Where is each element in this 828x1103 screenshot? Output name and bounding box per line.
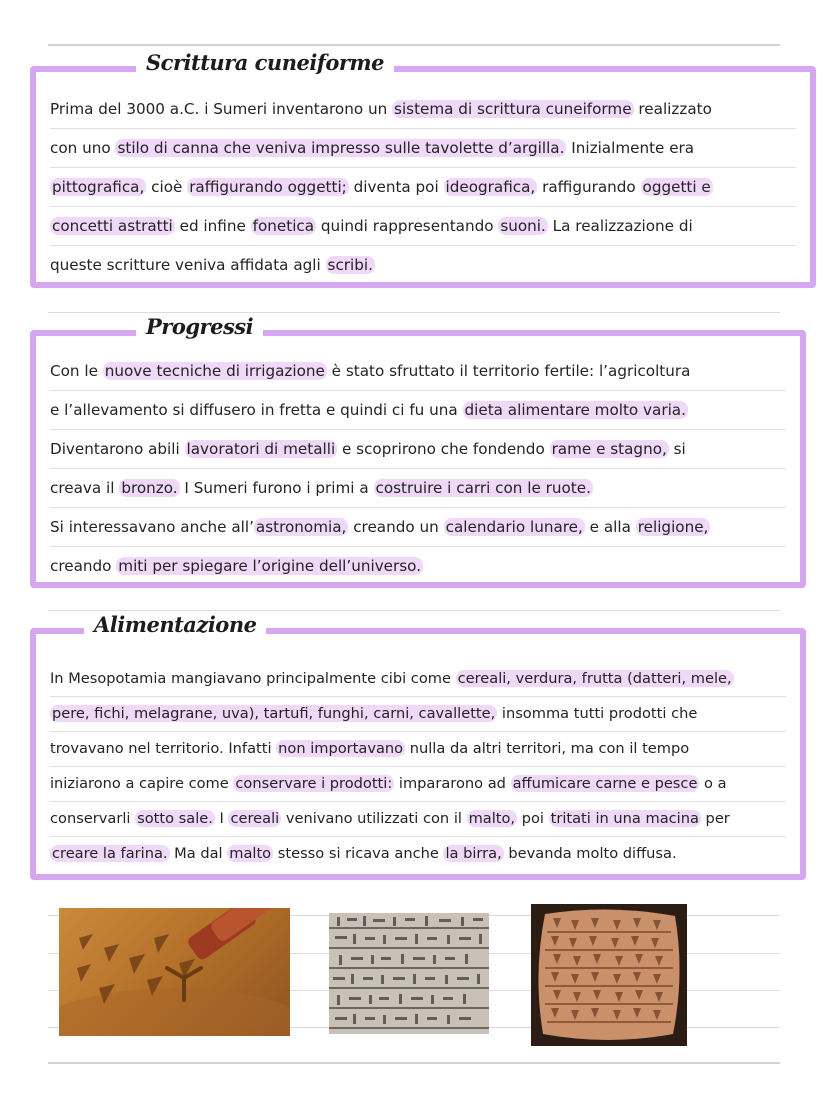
text-line bbox=[50, 837, 786, 872]
text-line bbox=[50, 207, 796, 246]
text-run: si bbox=[668, 440, 686, 458]
text-run: insomma tutti prodotti che bbox=[497, 705, 698, 722]
text-run: creando un bbox=[348, 518, 444, 536]
text-run: iniziarono a capire come bbox=[50, 775, 234, 792]
highlighted-text: dieta alimentare molto varia. bbox=[464, 401, 686, 419]
text-run: I Sumeri furono i primi a bbox=[179, 479, 374, 497]
stylus-on-clay-photo bbox=[59, 908, 290, 1036]
text-run: con uno bbox=[50, 139, 116, 157]
text-run: Con le bbox=[50, 362, 103, 380]
text-line bbox=[50, 767, 786, 802]
highlighted-text: astronomia, bbox=[255, 518, 347, 536]
highlighted-text: stilo di canna che veniva impresso sulle tavolette d’argilla. bbox=[117, 139, 565, 157]
highlighted-text: cereali bbox=[230, 810, 280, 827]
section-body bbox=[50, 662, 786, 872]
text-run: realizzato bbox=[633, 100, 712, 118]
highlighted-text: bronzo. bbox=[121, 479, 178, 497]
page-rule bbox=[48, 1062, 780, 1064]
text-run: La realizzazione di bbox=[547, 217, 693, 235]
text-run: bevanda molto diffusa. bbox=[503, 845, 677, 862]
text-line bbox=[50, 697, 786, 732]
text-run: conservarli bbox=[50, 810, 136, 827]
highlighted-text: nuove tecniche di irrigazione bbox=[104, 362, 325, 380]
highlighted-text: affumicare carne e pesce bbox=[512, 775, 698, 792]
text-run: ed infine bbox=[174, 217, 251, 235]
highlighted-text: ideografica, bbox=[445, 178, 536, 196]
highlighted-text: conservare i prodotti: bbox=[235, 775, 393, 792]
highlighted-text: sotto sale. bbox=[137, 810, 213, 827]
page-rule bbox=[48, 44, 780, 46]
text-run: queste scritture veniva affidata agli bbox=[50, 256, 326, 274]
text-run: Ma dal bbox=[169, 845, 228, 862]
highlighted-text: sistema di scrittura cuneiforme bbox=[394, 100, 632, 118]
highlighted-text: la birra, bbox=[445, 845, 502, 862]
text-run: In Mesopotamia mangiavano principalmente cibi come bbox=[50, 670, 456, 687]
text-line bbox=[50, 168, 796, 207]
section-title: Scrittura cuneiforme bbox=[136, 50, 394, 75]
text-run: e l’allevamento si diffusero in fretta e quindi ci fu una bbox=[50, 401, 463, 419]
section-body bbox=[50, 90, 796, 285]
text-run: quindi rappresentando bbox=[316, 217, 499, 235]
text-line bbox=[50, 246, 796, 285]
text-line bbox=[50, 391, 786, 430]
text-run: creava il bbox=[50, 479, 120, 497]
text-run: poi bbox=[517, 810, 549, 827]
clay-tablet-photo bbox=[531, 904, 687, 1046]
text-run: nulla da altri territori, ma con il tempo bbox=[405, 740, 690, 757]
highlighted-text: scribi. bbox=[327, 256, 373, 274]
section-title: Progressi bbox=[136, 314, 263, 339]
highlighted-text: concetti astratti bbox=[52, 217, 173, 235]
highlighted-text: oggetti e bbox=[642, 178, 711, 196]
text-run: Si interessavano anche all’ bbox=[50, 518, 254, 536]
text-line bbox=[50, 547, 786, 586]
text-line bbox=[50, 129, 796, 168]
highlighted-text: calendario lunare, bbox=[445, 518, 583, 536]
text-line bbox=[50, 469, 786, 508]
text-run: raffigurando bbox=[537, 178, 641, 196]
text-run: Inizialmente era bbox=[566, 139, 695, 157]
text-run: Prima del 3000 a.C. i Sumeri inventarono un bbox=[50, 100, 393, 118]
text-line bbox=[50, 662, 786, 697]
highlighted-text: creare la farina. bbox=[52, 845, 168, 862]
highlighted-text: tritati in una macina bbox=[550, 810, 699, 827]
text-run: o a bbox=[699, 775, 727, 792]
highlighted-text: rame e stagno, bbox=[551, 440, 667, 458]
section-progressi bbox=[30, 314, 806, 588]
highlighted-text: miti per spiegare l’origine dell’universo. bbox=[118, 557, 422, 575]
highlighted-text: non importavano bbox=[278, 740, 404, 757]
highlighted-text: suoni. bbox=[500, 217, 546, 235]
section-scrittura-cuneiforme bbox=[30, 50, 816, 288]
highlighted-text: pittografica, bbox=[52, 178, 145, 196]
section-alimentazione bbox=[30, 612, 806, 880]
highlighted-text: religione, bbox=[637, 518, 709, 536]
text-line bbox=[50, 732, 786, 767]
text-run: diventa poi bbox=[348, 178, 444, 196]
highlighted-text: cereali, verdura, frutta (datteri, mele, bbox=[457, 670, 732, 687]
text-run: creando bbox=[50, 557, 117, 575]
text-run: impararono ad bbox=[394, 775, 511, 792]
text-run: trovavano nel territorio. Infatti bbox=[50, 740, 277, 757]
text-run: e alla bbox=[584, 518, 636, 536]
cuneiform-inscription-photo bbox=[329, 913, 489, 1034]
text-line bbox=[50, 90, 796, 129]
text-line bbox=[50, 352, 786, 391]
text-run: venivano utilizzati con il bbox=[281, 810, 467, 827]
highlighted-text: pere, fichi, melagrane, uva), tartufi, funghi, carni, cavallette, bbox=[52, 705, 496, 722]
page-rule bbox=[48, 312, 780, 313]
text-run: I bbox=[214, 810, 229, 827]
text-run: e scoprirono che fondendo bbox=[337, 440, 550, 458]
text-run: stesso si ricava anche bbox=[273, 845, 444, 862]
highlighted-text: malto, bbox=[468, 810, 516, 827]
highlighted-text: malto bbox=[229, 845, 272, 862]
text-run: cioè bbox=[146, 178, 188, 196]
highlighted-text: fonetica bbox=[252, 217, 315, 235]
section-body bbox=[50, 352, 786, 586]
text-run: Diventarono abili bbox=[50, 440, 185, 458]
text-line bbox=[50, 508, 786, 547]
text-run: per bbox=[700, 810, 730, 827]
highlighted-text: raffigurando oggetti; bbox=[189, 178, 347, 196]
text-line bbox=[50, 802, 786, 837]
highlighted-text: lavoratori di metalli bbox=[186, 440, 336, 458]
page-rule bbox=[48, 610, 780, 611]
text-run: è stato sfruttato il territorio fertile: l’agricoltura bbox=[326, 362, 691, 380]
text-line bbox=[50, 430, 786, 469]
section-title: Alimentazione bbox=[84, 612, 266, 637]
highlighted-text: costruire i carri con le ruote. bbox=[375, 479, 591, 497]
